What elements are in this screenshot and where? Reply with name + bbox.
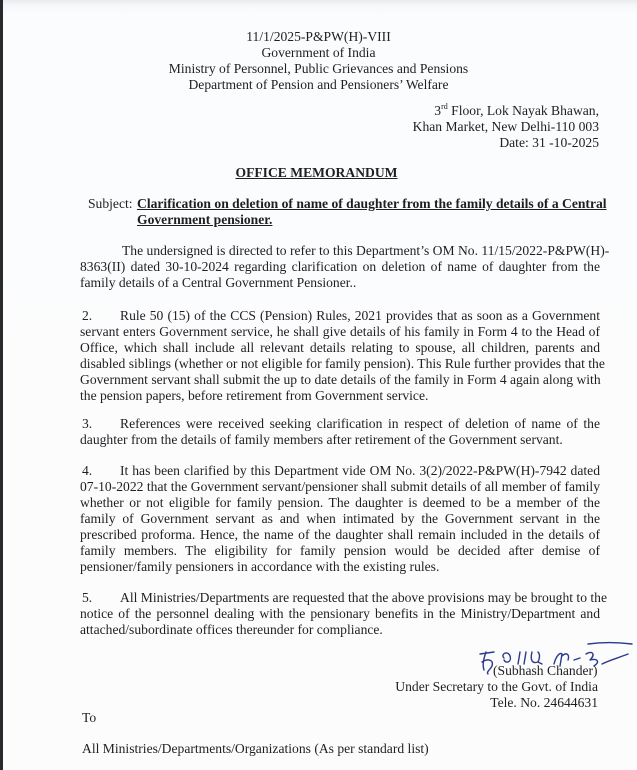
signatory-name: (Subhash Chander) xyxy=(493,663,598,678)
subject-label: Subject: xyxy=(88,196,133,211)
para-5-line-3: attached/subordinate offices thereunder for compliance. xyxy=(80,622,383,637)
para-1-line-3: family details of a Central Government Pensioner.. xyxy=(80,275,357,290)
para-1-line-1: The undersigned is directed to refer to this Department’s OM No. 11/15/2022-P&PW(H)- xyxy=(122,243,610,258)
address-line-1 xyxy=(434,103,599,119)
para-2-number: 2. xyxy=(82,308,93,323)
ministry-line: Ministry of Personnel, Public Grievances and Pensions xyxy=(168,61,469,76)
para-4-number: 4. xyxy=(82,463,93,478)
para-5-line-2: notice of the personnel dealing with the pensionary benefits in the Ministry/Department and xyxy=(80,606,600,621)
recipients-list: All Ministries/Departments/Organizations (As per standard list) xyxy=(82,741,429,756)
para-2-line-1: Rule 50 (15) of the CCS (Pension) Rules, 2021 provides that as soon as a Government xyxy=(120,308,600,323)
para-2-line-2: servant enters Government service, he shall give details of his family in Form 4 to the Head of xyxy=(80,324,600,339)
para-4-line-7: pensioner/family pensioners in accordance with the existing rules. xyxy=(80,559,440,574)
para-5-number: 5. xyxy=(82,590,93,605)
scan-edge xyxy=(0,0,3,770)
para-4-line-3: whether or not eligible for family pension. The daughter is deemed to be a member of the xyxy=(80,495,600,510)
para-5-line-1: All Ministries/Departments are requested that the above provisions may be brought to the xyxy=(120,590,607,605)
para-4-line-4: family of Government servant as and when intimated by the Government servant in the xyxy=(80,511,600,526)
para-4-line-1: It has been clarified by this Department vide OM No. 3(2)/2022-P&PW(H)-7942 dated xyxy=(120,463,600,478)
para-4-line-2: 07-10-2022 that the Government servant/pensioner shall submit details of all member of family xyxy=(80,479,600,494)
floor-suffix: rd xyxy=(441,102,448,111)
para-3-line-1: References were received seeking clarification in respect of deletion of name of the xyxy=(120,416,600,431)
address-line-2: Khan Market, New Delhi-110 003 xyxy=(412,119,599,134)
subject-line-1: Clarification on deletion of name of daughter from the family details of a Central xyxy=(137,196,607,211)
government-line: Government of India xyxy=(261,45,376,60)
file-number: 11/1/2025-P&PW(H)-VIII xyxy=(246,29,391,44)
para-4-line-5: prescribed proforma. Hence, the name of the daughter shall remain included in the details of xyxy=(80,527,600,542)
signatory-phone: Tele. No. 24644631 xyxy=(490,695,598,710)
para-2-line-5: Government servant shall submit the up to date details of the family in Form 4 again along with xyxy=(80,372,601,387)
document-title: OFFICE MEMORANDUM xyxy=(235,165,398,180)
date-line: Date: 31 -10-2025 xyxy=(499,135,599,150)
para-4-line-6: family members. The eligibility for family pension would be decided after demise of xyxy=(80,543,600,558)
address-street: Floor, Lok Nayak Bhawan, xyxy=(447,103,599,118)
floor-number: 3 xyxy=(434,103,442,118)
para-2-line-6: the pension papers, before retirement from Government service. xyxy=(80,388,429,403)
para-1-line-2: 8363(II) dated 30-10-2024 regarding clarification on deletion of name of daughter from the xyxy=(80,259,600,274)
para-3-number: 3. xyxy=(82,416,93,431)
para-3-line-2: daughter from the details of family members after retirement of the Government servant. xyxy=(80,432,563,447)
signatory-designation: Under Secretary to the Govt. of India xyxy=(395,679,598,694)
para-2-line-3: Office, which shall include all relevant details relating to spouse, all children, parents and xyxy=(80,340,600,355)
subject-line-2: Government pensioner. xyxy=(137,212,273,227)
to-label: To xyxy=(82,710,97,725)
para-2-line-4: disabled siblings (whether or not eligible for family pension). This Rule further provides that the xyxy=(80,356,605,371)
department-line: Department of Pension and Pensioners’ Welfare xyxy=(188,77,449,92)
